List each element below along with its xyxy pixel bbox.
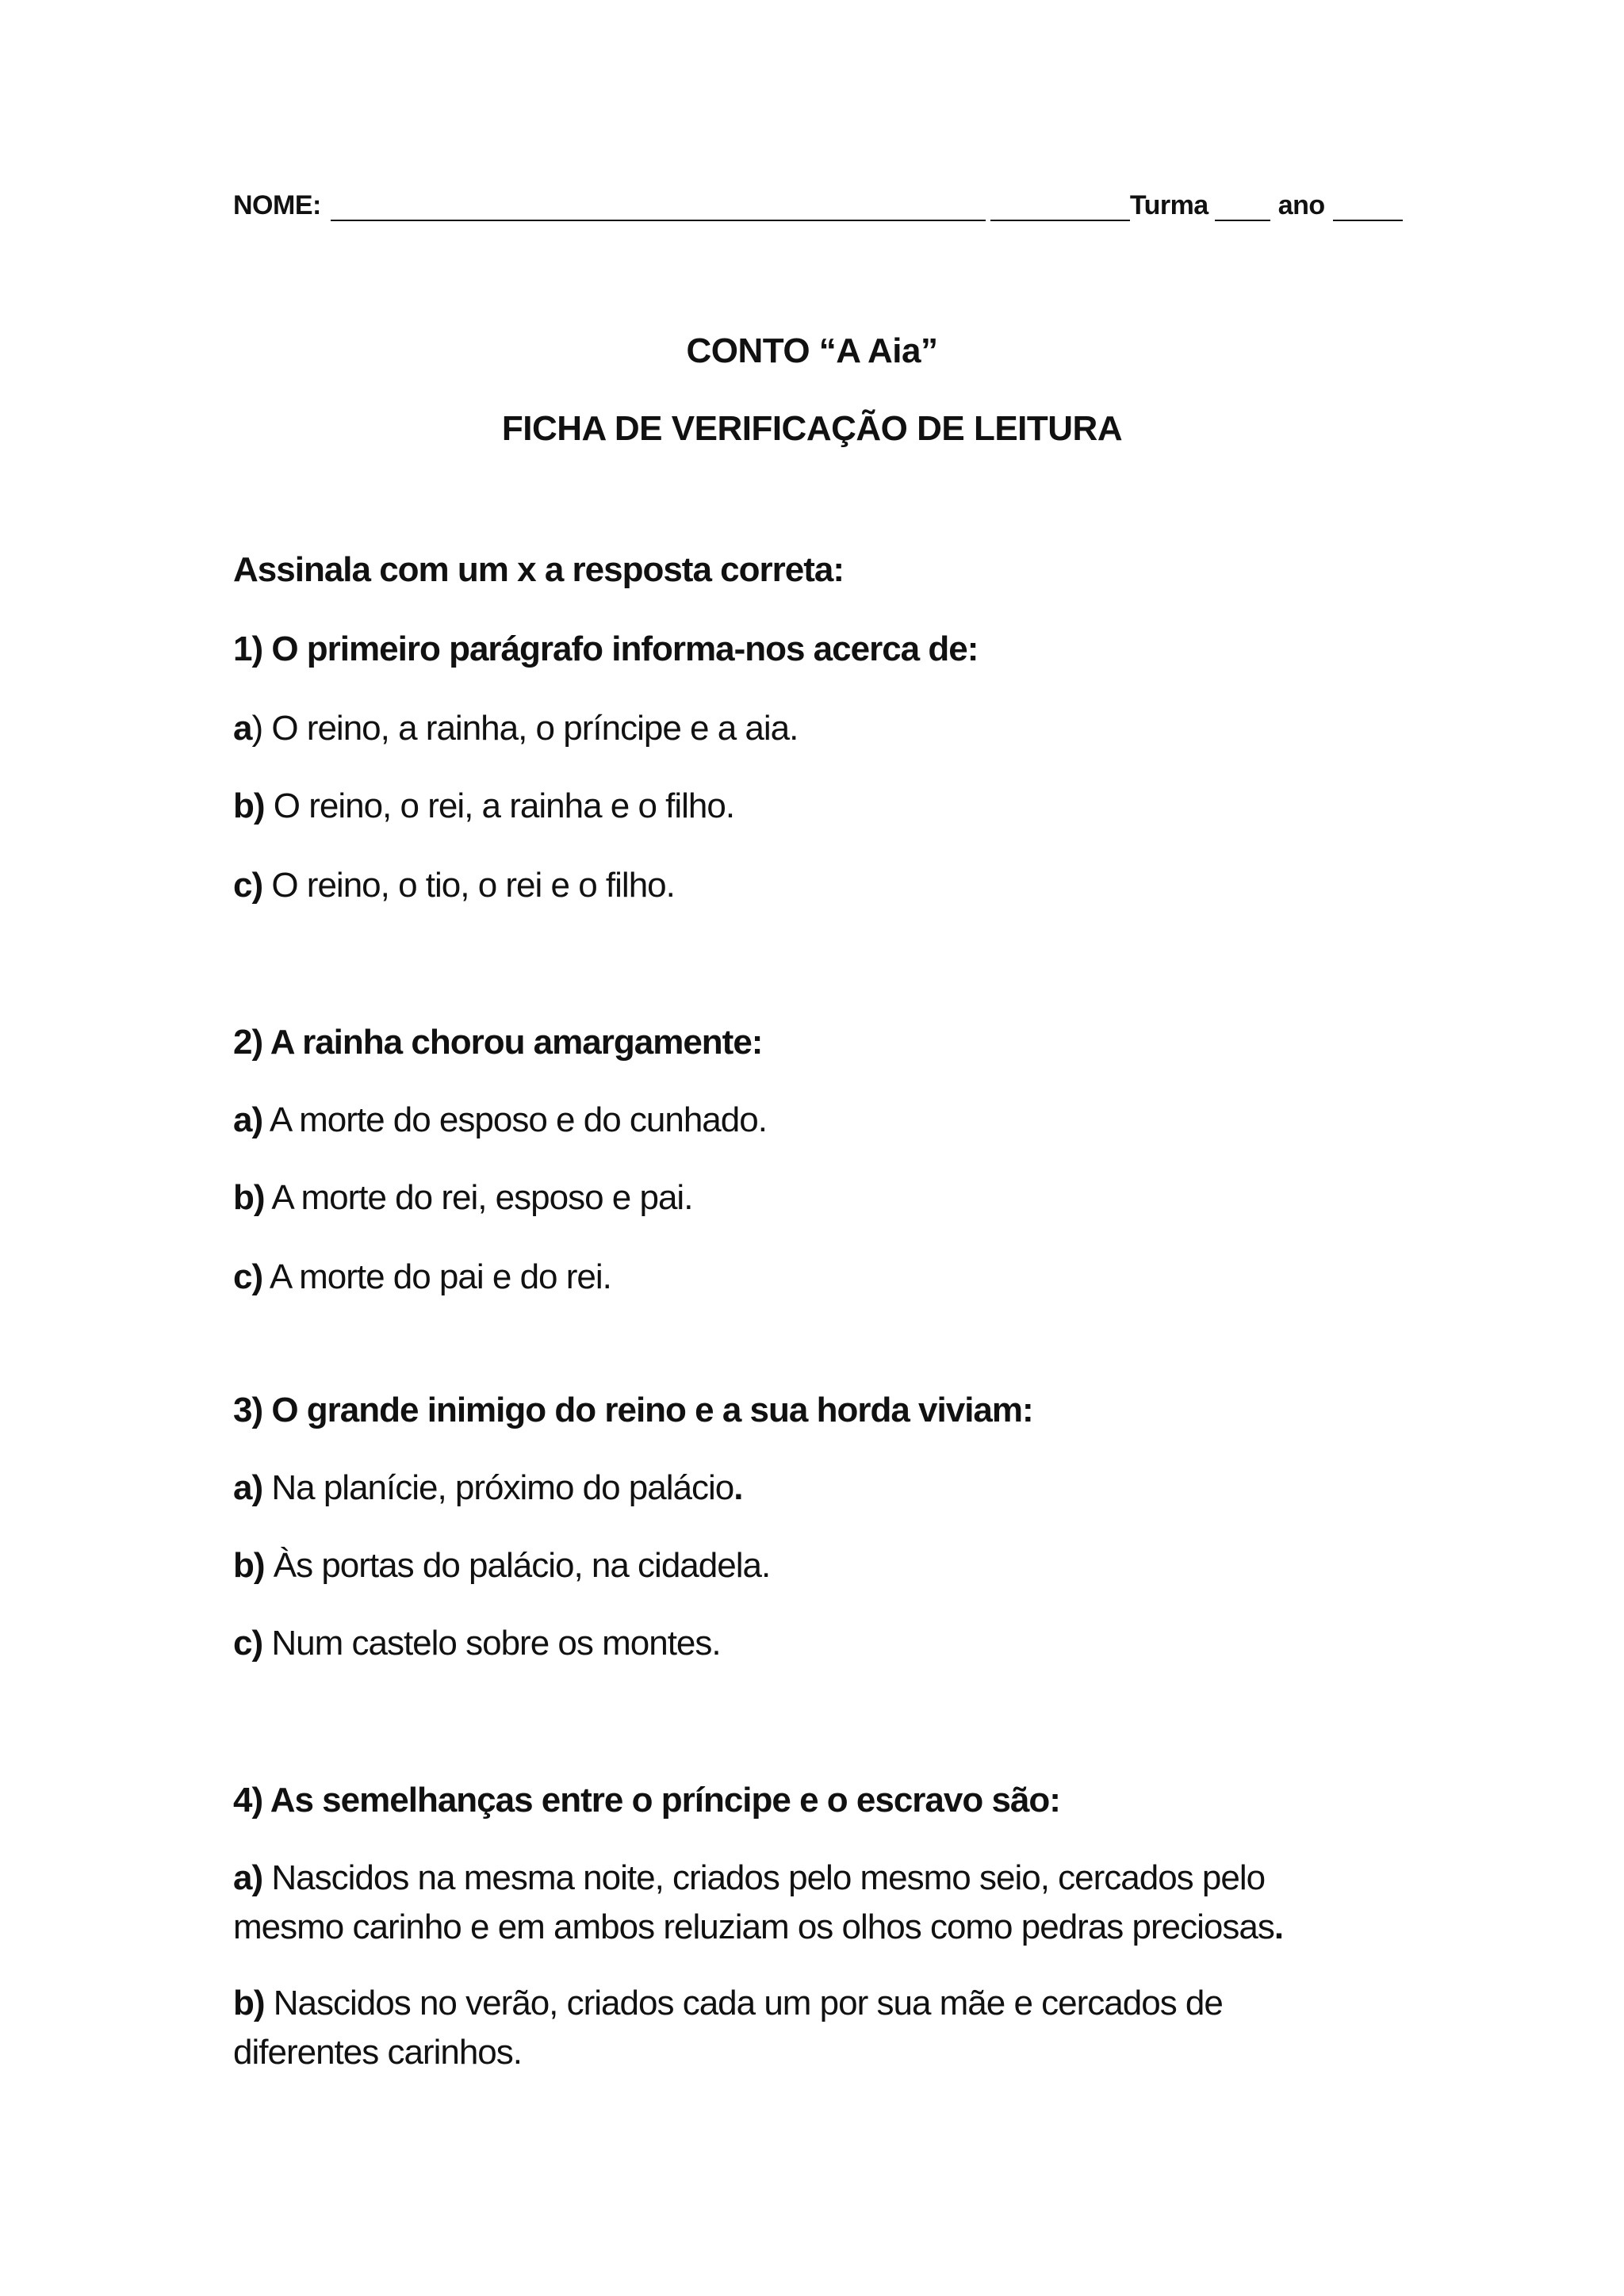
worksheet-title: FICHA DE VERIFICAÇÃO DE LEITURA (501, 409, 1123, 448)
name-blank[interactable] (331, 196, 986, 221)
ano-blank[interactable] (1333, 196, 1403, 221)
question-4-prompt: 4) As semelhanças entre o príncipe e o escravo são: (233, 1781, 1060, 1820)
question-3-option-c[interactable] (233, 1624, 721, 1663)
option-letter: b) (233, 786, 265, 825)
turma-blank[interactable] (1215, 196, 1270, 221)
question-3-option-b[interactable] (233, 1546, 770, 1586)
question-3-prompt: 3) O grande inimigo do reino e a sua horda viviam: (233, 1391, 1033, 1429)
question-1-prompt: 1) O primeiro parágrafo informa-nos acerca de: (233, 629, 979, 668)
question-4-option-a[interactable] (233, 1854, 1359, 1952)
option-end-period: . (733, 1468, 743, 1507)
turma-label: Turma (1129, 190, 1208, 220)
question-2-option-c[interactable] (233, 1257, 611, 1297)
option-text: Nascidos no verão, criados cada um por sua mãe e cercados de diferentes carinhos. (233, 1984, 1223, 2072)
name-blank-extra[interactable] (990, 196, 1130, 221)
option-letter: a) (233, 1468, 263, 1507)
question-1-option-a[interactable] (233, 709, 798, 748)
option-text: O reino, o tio, o rei e o filho. (262, 866, 675, 905)
option-text: A morte do esposo e do cunhado. (262, 1100, 767, 1139)
option-text: O reino, o rei, a rainha e o filho. (264, 786, 735, 825)
option-letter: c) (233, 1257, 263, 1296)
question-2-option-b[interactable] (233, 1178, 692, 1218)
option-text: Na planície, próximo do palácio (262, 1468, 734, 1507)
option-end-period: . (1274, 1908, 1284, 1946)
story-title: CONTO “A Aia” (686, 331, 938, 370)
option-letter: b) (233, 1178, 265, 1217)
option-letter: b) (233, 1546, 265, 1585)
question-1-option-c[interactable] (233, 866, 675, 905)
instruction: Assinala com um x a resposta correta: (233, 550, 844, 589)
option-text: Às portas do palácio, na cidadela. (264, 1546, 771, 1585)
option-letter: c) (233, 866, 263, 905)
ano-label: ano (1277, 190, 1325, 220)
question-4-option-b[interactable] (233, 1979, 1359, 2077)
question-2-option-a[interactable] (233, 1100, 767, 1140)
option-letter: a) (233, 1100, 263, 1139)
student-info-line (233, 190, 1403, 221)
option-text: A morte do rei, esposo e pai. (264, 1178, 693, 1217)
question-3-option-a[interactable] (233, 1468, 742, 1508)
name-label: NOME: (233, 190, 321, 220)
option-letter: a (233, 709, 252, 748)
option-text: Nascidos na mesma noite, criados pelo mesmo seio, cercados pelo mesmo carinho e em ambos reluziam os olhos como pedras preciosas (233, 1858, 1274, 1946)
question-1-option-b[interactable] (233, 786, 734, 826)
option-letter: c) (233, 1624, 263, 1663)
option-letter: b) (233, 1984, 265, 2022)
option-text: A morte do pai e do rei. (262, 1257, 611, 1296)
option-text: Num castelo sobre os montes. (262, 1624, 721, 1663)
option-letter: a) (233, 1858, 263, 1897)
option-text: ) O reino, a rainha, o príncipe e a aia. (251, 709, 799, 748)
question-2-prompt: 2) A rainha chorou amargamente: (233, 1023, 763, 1062)
